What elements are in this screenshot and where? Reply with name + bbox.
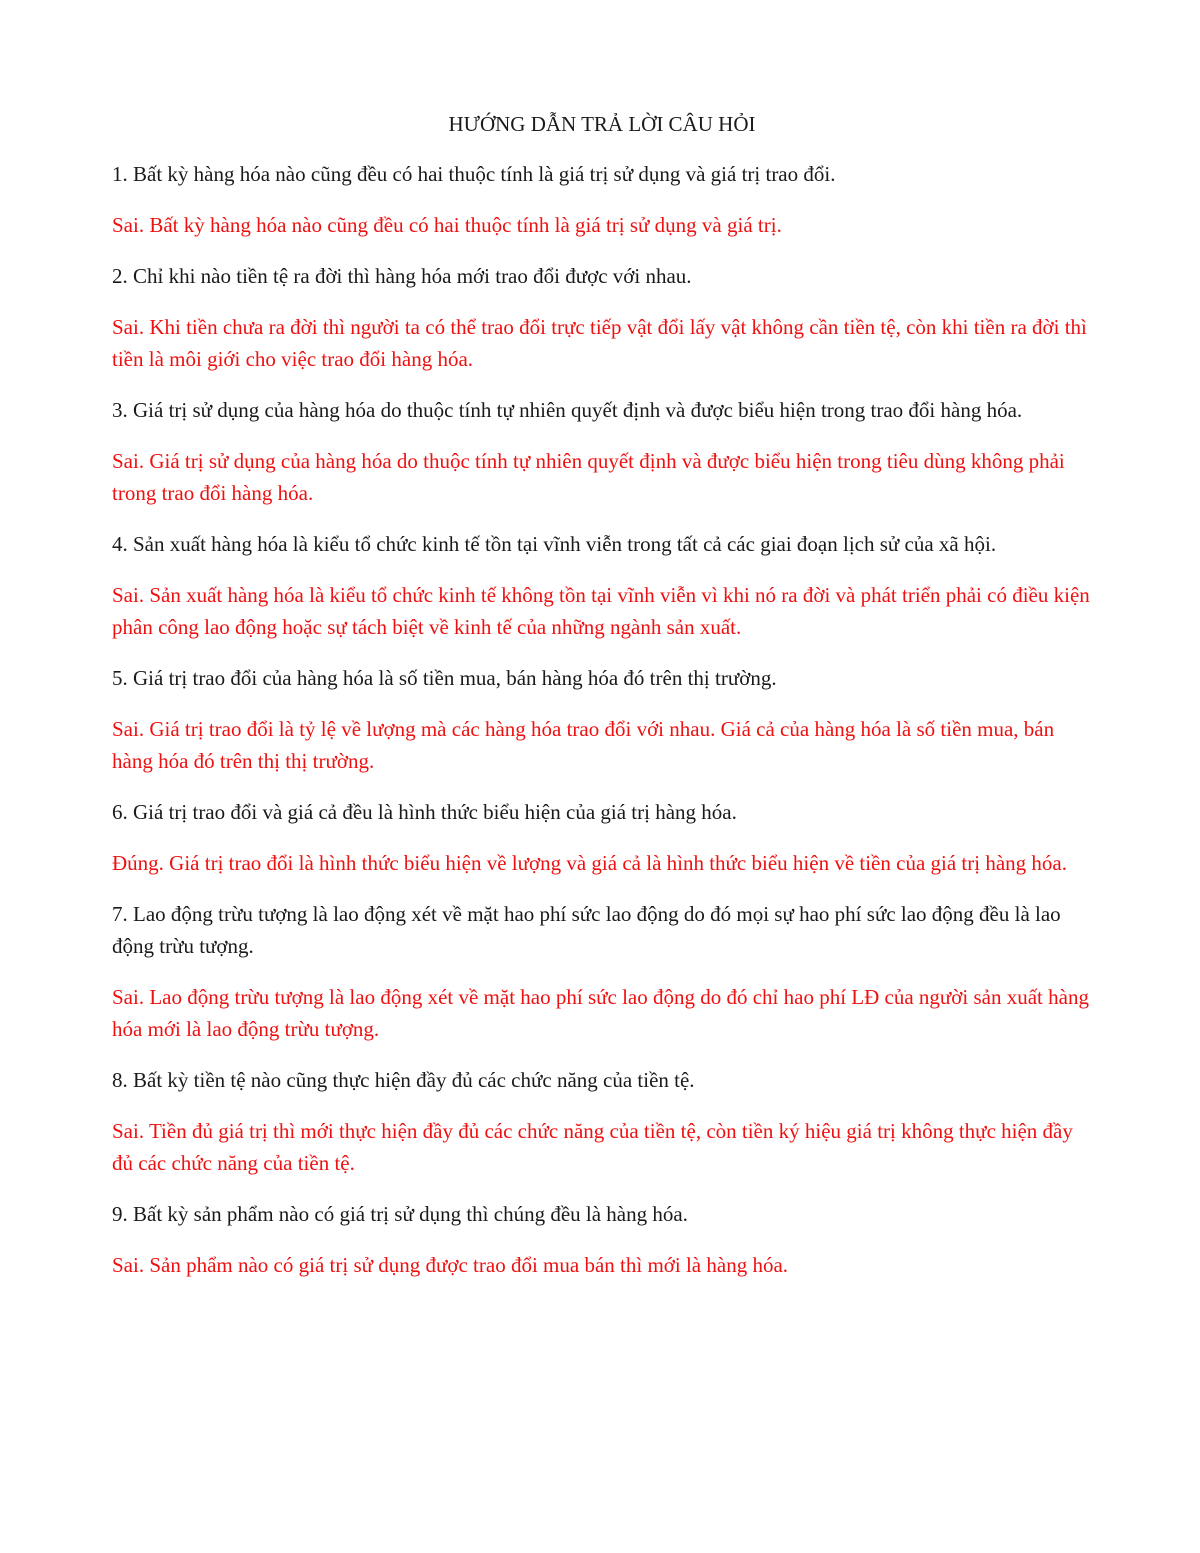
question-1: 1. Bất kỳ hàng hóa nào cũng đều có hai thuộc tính là giá trị sử dụng và giá trị trao đổi. (112, 162, 836, 186)
answer-6: Đúng. Giá trị trao đổi là hình thức biểu hiện về lượng và giá cả là hình thức biểu hiện về tiền của giá trị hàng hóa. (112, 851, 1067, 875)
answer-5: Sai. Giá trị trao đổi là tỷ lệ về lượng mà các hàng hóa trao đổi với nhau. Giá cả của hàng hóa là số tiền mua, bán hàng hóa đó trên thị thị trường. (112, 717, 1055, 773)
answer-9: Sai. Sản phẩm nào có giá trị sử dụng được trao đổi mua bán thì mới là hàng hóa. (112, 1253, 789, 1277)
answer-3: Sai. Giá trị sử dụng của hàng hóa do thuộc tính tự nhiên quyết định và được biểu hiện trong tiêu dùng không phải trong trao đổi hàng hóa. (112, 449, 1065, 505)
question-2: 2. Chỉ khi nào tiền tệ ra đời thì hàng hóa mới trao đổi được với nhau. (112, 264, 692, 288)
document-title: HƯỚNG DẪN TRẢ LỜI CÂU HỎI (448, 112, 756, 136)
answer-7: Sai. Lao động trừu tượng là lao động xét về mặt hao phí sức lao động do đó chỉ hao phí LĐ của người sản xuất hàng hóa mới là lao động trừu tượng. (112, 985, 1089, 1041)
answer-2: Sai. Khi tiền chưa ra đời thì người ta có thể trao đổi trực tiếp vật đổi lấy vật không cần tiền tệ, còn khi tiền ra đời thì tiền là môi giới cho việc trao đổi hàng hóa. (112, 315, 1087, 371)
question-7: 7. Lao động trừu tượng là lao động xét về mặt hao phí sức lao động do đó mọi sự hao phí sức lao động đều là lao động trừu tượng. (112, 902, 1061, 958)
question-6: 6. Giá trị trao đổi và giá cả đều là hình thức biểu hiện của giá trị hàng hóa. (112, 800, 737, 824)
document-body (112, 108, 1092, 1300)
question-5: 5. Giá trị trao đổi của hàng hóa là số tiền mua, bán hàng hóa đó trên thị trường. (112, 666, 777, 690)
answer-1: Sai. Bất kỳ hàng hóa nào cũng đều có hai thuộc tính là giá trị sử dụng và giá trị. (112, 213, 782, 237)
answer-4: Sai. Sản xuất hàng hóa là kiểu tổ chức kinh tế không tồn tại vĩnh viễn vì khi nó ra đời và phát triển phải có điều kiện phân công lao động hoặc sự tách biệt về kinh tế của những ngành sản xuất. (112, 583, 1090, 639)
question-3: 3. Giá trị sử dụng của hàng hóa do thuộc tính tự nhiên quyết định và được biểu hiện trong trao đổi hàng hóa. (112, 398, 1023, 422)
question-9: 9. Bất kỳ sản phẩm nào có giá trị sử dụng thì chúng đều là hàng hóa. (112, 1202, 688, 1226)
question-4: 4. Sản xuất hàng hóa là kiểu tổ chức kinh tế tồn tại vĩnh viễn trong tất cả các giai đoạn lịch sử của xã hội. (112, 532, 997, 556)
answer-8: Sai. Tiền đủ giá trị thì mới thực hiện đầy đủ các chức năng của tiền tệ, còn tiền ký hiệu giá trị không thực hiện đầy đủ các chức năng của tiền tệ. (112, 1119, 1073, 1175)
question-8: 8. Bất kỳ tiền tệ nào cũng thực hiện đầy đủ các chức năng của tiền tệ. (112, 1068, 695, 1092)
